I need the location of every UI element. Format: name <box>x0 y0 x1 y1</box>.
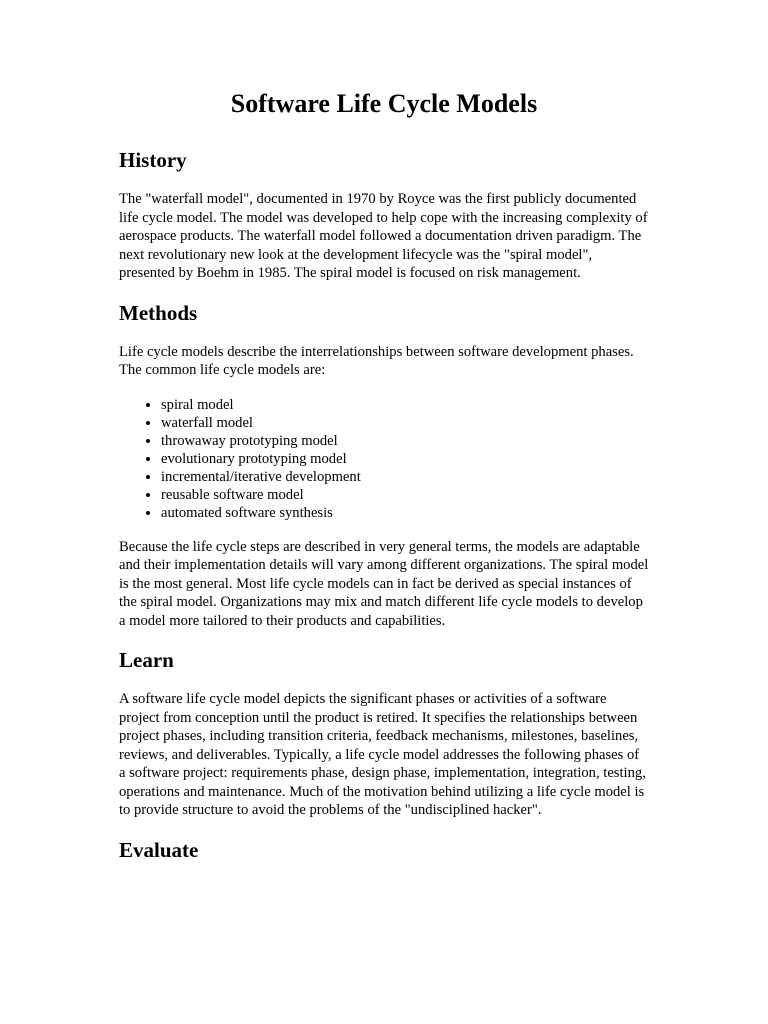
learn-heading: Learn <box>119 648 174 672</box>
document-page <box>119 82 649 880</box>
evaluate-heading: Evaluate <box>119 837 199 862</box>
methods-heading: Methods <box>119 300 198 325</box>
list-item: • reusable software model <box>161 486 649 504</box>
methods-conclusion: Because the life cycle steps are described in very general terms, the models are adaptable and their implementation details will vary among different organizations. The spiral model is the most general. Most life cycle models can in fact be derived as special instances of the spiral model. Organizations may mix and match different life cycle models to develop a model more tailored to their products and capabilities. <box>119 538 649 629</box>
list-item: • incremental/iterative development <box>161 468 649 486</box>
list-item: • spiral model <box>161 396 649 414</box>
list-item: • evolutionary prototyping model <box>161 450 649 468</box>
history-paragraph: The "waterfall model", documented in 1970 by Royce was the first publicly documented life cycle model. The model was developed to help cope with the increasing complexity of aerospace products. The waterfall model followed a documentation driven paradigm. The next revolutionary new look at the development lifecycle was the "spiral model", presented by Boehm in 1985. The spiral model is focused on risk management. <box>119 191 648 281</box>
learn-paragraph: A software life cycle model depicts the significant phases or activities of a software project from conception until the product is retired. It specifies the relationships between project phases, including transition criteria, feedback mechanisms, milestones, baselines, reviews, and deliverables. Typically, a life cycle model addresses the following phases of a software project: requirements phase, design phase, implementation, integration, testing, operations and maintenance. Much of the motivation behind utilizing a life cycle model is to provide structure to avoid the problems of the "undisciplined hacker". <box>119 691 646 818</box>
life-cycle-model-list <box>119 396 649 522</box>
list-item: • automated software synthesis <box>161 504 649 522</box>
history-heading: History <box>119 148 187 172</box>
methods-intro: Life cycle models describe the interrelationships between software development phases. The common life cycle models are: <box>119 343 634 378</box>
page-title: Software Life Cycle Models <box>230 89 538 118</box>
list-item: • throwaway prototyping model <box>161 432 649 450</box>
list-item: • waterfall model <box>161 414 649 432</box>
